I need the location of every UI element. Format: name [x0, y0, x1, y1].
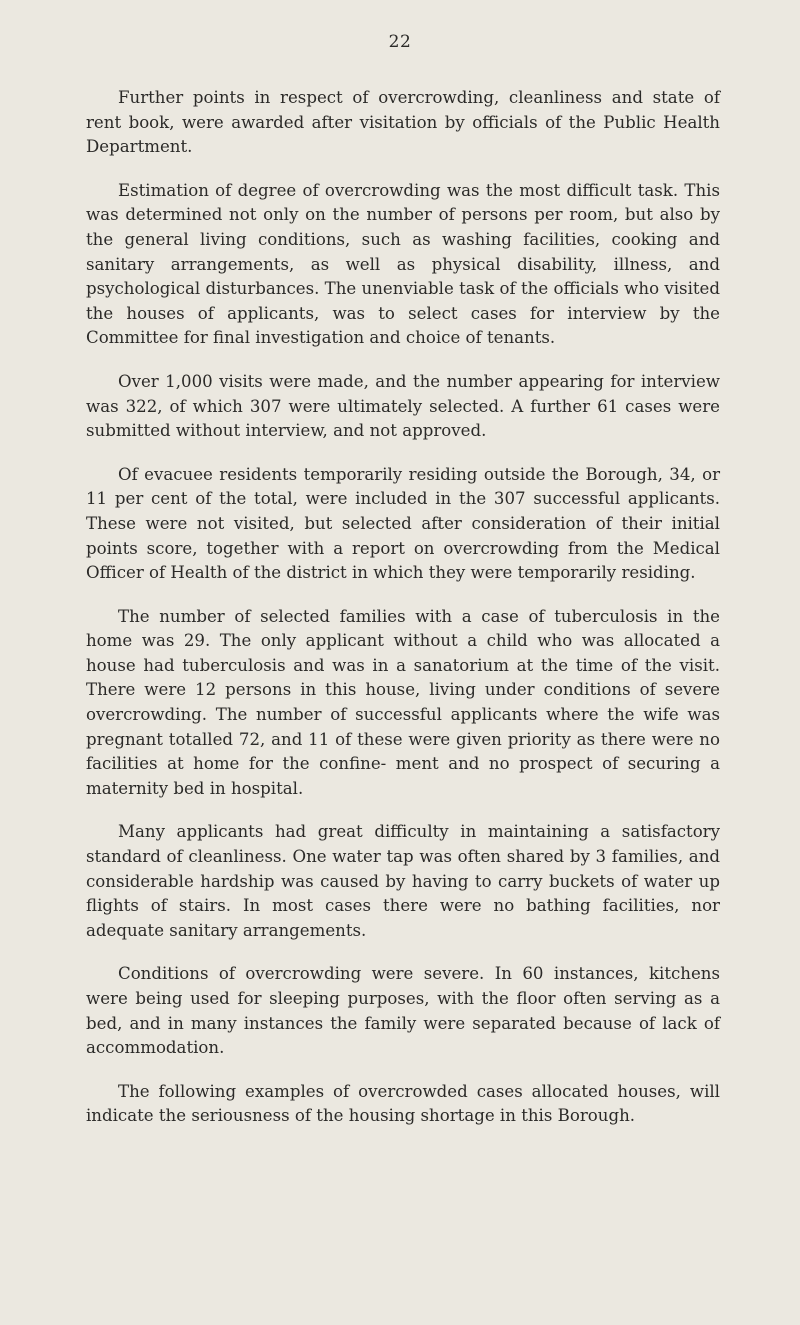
- page-number: 22: [388, 32, 412, 52]
- paragraph-tuberculosis-cases: The number of selected families with a case of tuberculosis in the home was 29. The only applicant without a child who was allocated a house had tuberculosis and was in a sanatorium at the time of the visit. There were 12 persons in this house, living under conditions of severe overcrowding. The number of successful applicants where the wife was pregnant totalled 72, and 11 of these were given priority as there were no facilities at home for the confine- ment and no prospect of securing a maternity bed in hospital.: [86, 606, 720, 798]
- paragraph-overcrowding-conditions: Conditions of overcrowding were severe. In 60 instances, kitchens were being used for sleeping purposes, with the floor often serving as a bed, and in many instances the family were separated because of lack of accommodation.: [86, 964, 720, 1058]
- paragraph-estimation-overcrowding: Estimation of degree of overcrowding was the most difficult task. This was determined not only on the number of persons per room, but also by the general living conditions, such as washing facilities, cooking and sanitary arrangements, as well as physical disability, illness, and psychological disturbances. The unenviable task of the officials who visited the houses of applicants, was to select cases for interview by the Committee for final investigation and choice of tenants.: [86, 180, 720, 348]
- body-text: [86, 86, 720, 1148]
- paragraph-cleanliness: Many applicants had great difficulty in maintaining a satisfactory standard of cleanliness. One water tap was often shared by 3 families, and considerable hardship was caused by having to carry buckets of water up flights of stairs. In most cases there were no bathing facilities, nor adequate sanitary arrangements.: [86, 822, 720, 940]
- paragraph-evacuee-residents: Of evacuee residents temporarily residing outside the Borough, 34, or 11 per cent of the total, were included in the 307 successful applicants. These were not visited, but selected after consideration of their initial points score, together with a report on overcrowding from the Medical Officer of Health of the district in which they were temporarily residing.: [86, 464, 720, 583]
- paragraph-visitation-points: Further points in respect of overcrowding, cleanliness and state of rent book, were awarded after visitation by officials of the Public Health Department.: [86, 88, 720, 157]
- paragraph-following-examples: The following examples of overcrowded cases allocated houses, will indicate the seriousness of the housing shortage in this Borough.: [86, 1081, 720, 1126]
- paragraph-visits-made: Over 1,000 visits were made, and the number appearing for interview was 322, of which 307 were ultimately selected. A further 61 cases were submitted without interview, and not approved.: [86, 371, 720, 441]
